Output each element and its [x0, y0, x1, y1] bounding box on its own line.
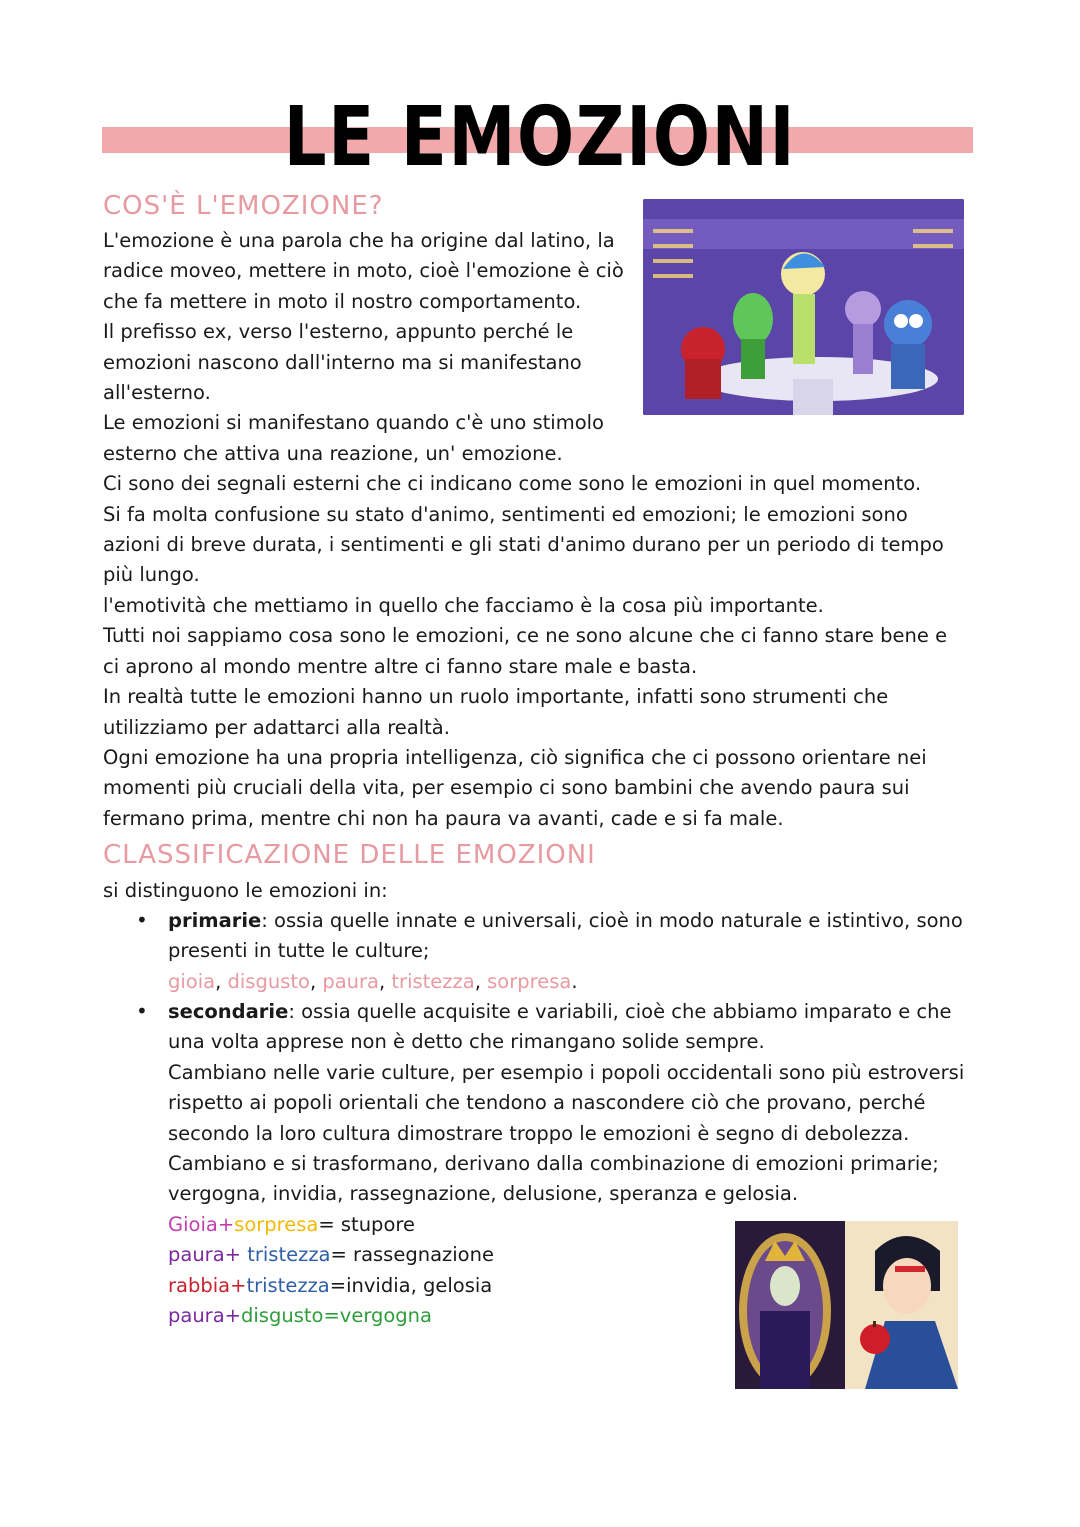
- secondarie-line: una volta apprese non è detto che rimangano solide sempre.: [168, 1030, 765, 1054]
- combo-a: paura: [168, 1304, 225, 1328]
- page-title: LE EMOZIONI: [283, 90, 797, 185]
- bullet-primarie: •: [136, 908, 148, 932]
- terminator: .: [571, 969, 578, 993]
- combo-result: = rassegnazione: [330, 1243, 494, 1267]
- text-line: momenti più cruciali della vita, per esempio ci sono bambini che avendo paura sui: [103, 776, 910, 800]
- snow-white-image: [735, 1221, 958, 1389]
- text-line: azioni di breve durata, i sentimenti e gli stati d'animo durano per un periodo di tempo: [103, 533, 944, 557]
- text-line: Tutti noi sappiamo cosa sono le emozioni, ce ne sono alcune che ci fanno stare bene e: [103, 624, 948, 648]
- combo-b: disgusto: [241, 1304, 324, 1328]
- combo-a: paura: [168, 1243, 225, 1267]
- combo-b: tristezza: [246, 1273, 330, 1297]
- emotion-sorpresa: sorpresa: [487, 969, 572, 993]
- emotion-paura: paura: [322, 969, 379, 993]
- secondarie-line: rispetto ai popoli orientali che tendono a nascondere ciò che provano, perché: [168, 1091, 926, 1115]
- text-line: Ogni emozione ha una propria intelligenza, ciò significa che ci possono orientare nei: [103, 745, 927, 769]
- combo-plus: +: [230, 1273, 247, 1297]
- text-line: utilizziamo per adattarci alla realtà.: [103, 715, 450, 739]
- secondarie-line: secondo la loro cultura dimostrare troppo le emozioni è segno di debolezza.: [168, 1121, 910, 1145]
- primarie-term: primarie: [168, 909, 262, 932]
- primary-emotions-list: [168, 967, 963, 997]
- combo-b: tristezza: [247, 1243, 331, 1267]
- text-line: Le emozioni si manifestano quando c'è uno stimolo: [103, 411, 604, 435]
- bullet-secondarie: •: [136, 999, 148, 1023]
- combo-result: =invidia, gelosia: [329, 1273, 493, 1297]
- secondarie-line: Cambiano nelle varie culture, per esempio i popoli occidentali sono più estroversi: [168, 1060, 965, 1084]
- combo-a: Gioia: [168, 1212, 218, 1236]
- text-line: l'emotività che mettiamo in quello che facciamo è la cosa più importante.: [103, 593, 824, 617]
- secondarie-definition: : ossia quelle acquisite e variabili, cioè che abbiamo imparato e che: [288, 1000, 952, 1023]
- separator: ,: [474, 969, 488, 993]
- combo-plus: +: [224, 1243, 248, 1267]
- text-line: che fa mettere in moto il nostro comportamento.: [103, 289, 582, 313]
- primarie-definition: : ossia quelle innate e universali, cioè in modo naturale e istintivo, sono: [261, 909, 963, 932]
- separator: ,: [215, 969, 228, 993]
- primarie-item: [168, 906, 963, 997]
- text-line: radice moveo, mettere in moto, cioè l'emozione è ciò: [103, 259, 624, 283]
- text-line: Il prefisso ex, verso l'esterno, appunto perché le: [103, 320, 574, 344]
- combo-b: sorpresa: [234, 1212, 319, 1236]
- emotion-tristezza: tristezza: [391, 969, 475, 993]
- primarie-line2: presenti in tutte le culture;: [168, 939, 430, 963]
- text-line: fermano prima, mentre chi non ha paura va avanti, cade e si fa male.: [103, 806, 784, 830]
- text-line: L'emozione è una parola che ha origine dal latino, la: [103, 229, 615, 252]
- text-line: esterno che attiva una reazione, un' emozione.: [103, 441, 563, 465]
- text-line: Si fa molta confusione su stato d'animo, sentimenti ed emozioni; le emozioni sono: [103, 502, 908, 526]
- secondarie-line: vergogna, invidia, rassegnazione, delusione, speranza e gelosia.: [168, 1182, 799, 1206]
- what-is-emotion-text: [103, 226, 947, 834]
- section-heading-what-is-emotion: COS'È L'EMOZIONE?: [103, 191, 384, 221]
- combo-plus: +: [224, 1304, 241, 1328]
- text-line: In realtà tutte le emozioni hanno un ruolo importante, infatti sono strumenti che: [103, 685, 889, 709]
- emotion-disgusto: disgusto: [227, 969, 310, 993]
- section-heading-classification: CLASSIFICAZIONE DELLE EMOZIONI: [103, 840, 596, 870]
- secondarie-term: secondarie: [168, 1000, 289, 1023]
- combo-plus: +: [217, 1212, 235, 1236]
- text-line: Ci sono dei segnali esterni che ci indicano come sono le emozioni in quel momento.: [103, 472, 922, 496]
- classification-intro: [103, 876, 388, 906]
- separator: ,: [379, 969, 392, 993]
- combo-a: rabbia: [168, 1273, 231, 1297]
- text-line: all'esterno.: [103, 381, 211, 405]
- emotion-gioia: gioia: [168, 969, 216, 993]
- secondarie-line: Cambiano e si trasformano, derivano dalla combinazione di emozioni primarie;: [168, 1152, 939, 1176]
- text-line: ci aprono al mondo mentre altre ci fanno stare male e basta.: [103, 654, 698, 678]
- text-line: emozioni nascono dall'interno ma si manifestano: [103, 350, 582, 374]
- combo-result: =vergogna: [323, 1304, 432, 1328]
- text-line: più lungo.: [103, 563, 200, 587]
- intro-line: si distinguono le emozioni in:: [103, 879, 388, 902]
- combo-result: = stupore: [318, 1212, 415, 1236]
- separator: ,: [309, 969, 323, 993]
